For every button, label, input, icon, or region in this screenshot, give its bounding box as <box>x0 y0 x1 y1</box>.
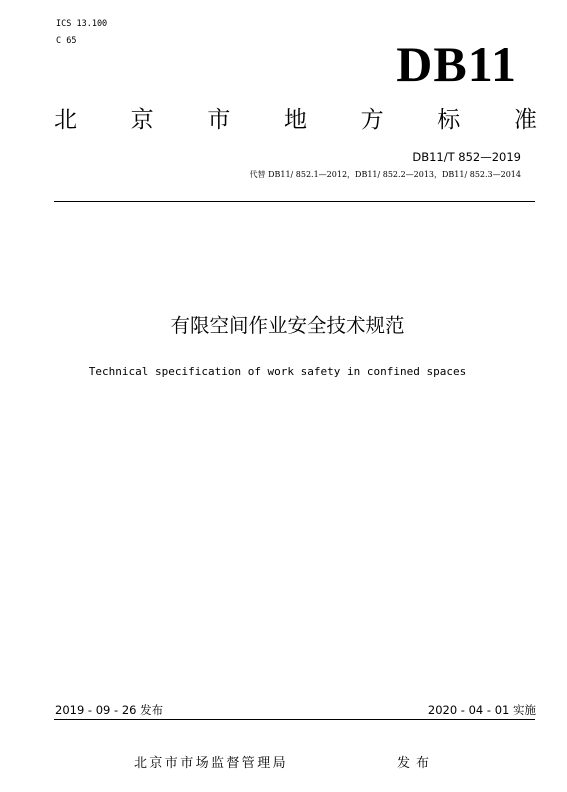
standard-type-char: 北 <box>54 107 77 133</box>
ics-code: ICS 13.100 <box>56 19 108 29</box>
document-title-chinese: 有限空间作业安全技术规范 <box>170 314 405 337</box>
standard-type-char: 市 <box>207 107 231 133</box>
ccs-code: C 65 <box>56 36 77 46</box>
replaces-note: 代替 DB11/ 852.1—2012，DB11/ 852.2—2013，DB11/ 852.3—2014 <box>249 170 521 179</box>
standard-number: DB11/T 852—2019 <box>412 150 521 164</box>
issue-date: 2019 - 09 - 26 发布 <box>55 703 164 717</box>
document-title-english: Technical specification of work safety in confined spaces <box>88 365 467 378</box>
implementation-date: 2020 - 04 - 01 实施 <box>427 703 536 717</box>
standard-type-char: 标 <box>437 107 461 133</box>
footer-divider <box>54 719 535 720</box>
standard-logo: DB11 <box>396 36 517 92</box>
standard-type-heading <box>54 106 537 134</box>
standard-type-char: 准 <box>513 107 537 133</box>
standard-type-char: 京 <box>130 107 154 133</box>
header-divider <box>54 201 535 202</box>
standard-type-char: 方 <box>360 107 384 133</box>
publisher-name: 北京市市场监督管理局 <box>134 756 289 771</box>
standard-type-char: 地 <box>283 107 307 133</box>
publish-label: 发布 <box>397 756 436 771</box>
